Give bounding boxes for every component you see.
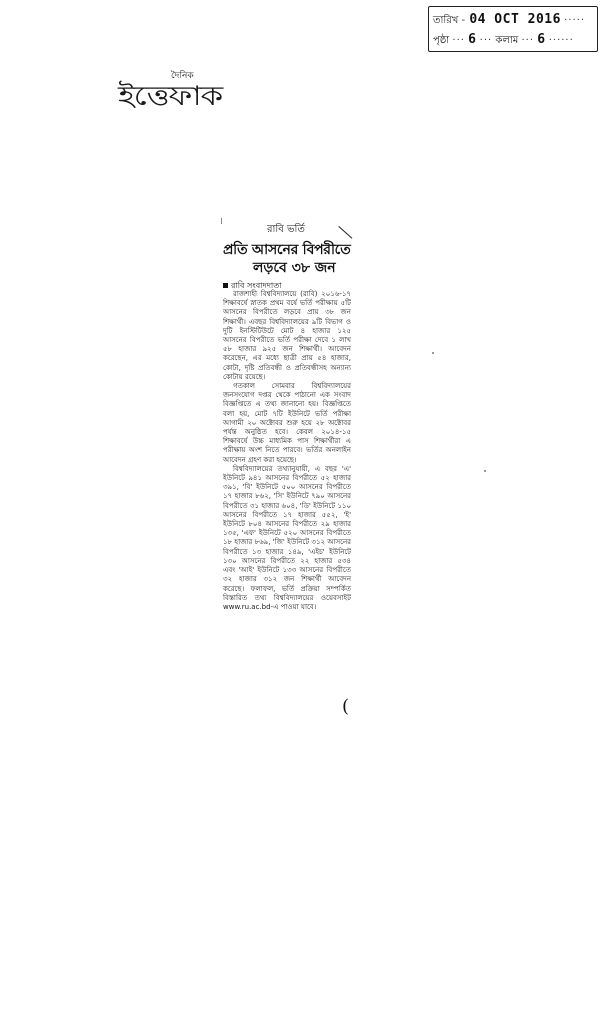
clip-edge-mark: [221, 218, 222, 224]
article-paragraph: গতকাল সোমবার বিশ্ববিদ্যালয়ের জনসংযোগ দপ্তর থেকে পাঠানো এক সংবাদ বিজ্ঞপ্তিতে এ তথ্য জানানো হয়। বিজ্ঞপ্তিতে বলা হয়, মোট ৭টি ইউনিটে ভর্তি পরীক্ষা আগামী ২০ অক্টোবর শুরু হয়ে ২৮ অক্টোবর পর্যন্ত অনুষ্ঠিত হবে। কেবল ২০১৪-১৫ শিক্ষাবর্ষে উচ্চ মাধ্যমিক পাস শিক্ষার্থীরা এ পরীক্ষায় অংশ নিতে পারবে। ভর্তির অনলাইন আবেদন গ্রহণ করা হয়েছে।: [223, 382, 351, 464]
stamp-page-value: 6: [468, 32, 477, 47]
bullet-square-icon: [223, 283, 228, 288]
article-body: [223, 290, 351, 612]
article-paragraph: বিশ্ববিদ্যালয়ের তথ্যানুযায়ী, এ বছর 'এ' ইউনিটে ৯৪১ আসনের বিপরীতে ৫২ হাজার ৩৯১, 'বি' ইউনিটে ৫০০ আসনের বিপরীতে ১৭ হাজার ৮৬২, 'সি' ইউনিটে ৭৯০ আসনের বিপরীতে ৩১ হাজার ৬০৪, 'ডি' ইউনিটে ১১০ আসনের বিপরীতে ১৭ হাজার ৫৫২, 'ই' ইউনিটে ৮০৪ আসনের বিপরীতে ২৯ হাজার ১৩৫, 'এফ' ইউনিটে ৫২০ আসনের বিপরীতে ১৮ হাজার ৮৬৯, 'জি' ইউনিটে ৩১২ আসনের বিপরীতে ১৩ হাজার ১৪৯, 'এইচ' ইউনিটে ১৩০ আসনের বিপরীতে ২২ হাজার ৫৩৪ এবং 'আই' ইউনিটে ১৩৩ আসনের বিপরীতে ৩২ হাজার ৩১২ জন শিক্ষার্থী আবেদন করেছে। ফলাফল, ভর্তি প্রক্রিয়া সম্পর্কিত বিস্তারিত তথ্য বিশ্ববিদ্যালয়ের ওয়েবসাইট www.ru.ac.bd-এ পাওয়া যাবে।: [223, 464, 351, 611]
scan-speck: [484, 470, 486, 472]
stamp-page-row: পৃষ্ঠা ··· 6 ··· কলাম ··· 6 ······: [433, 32, 574, 47]
article-kicker: রাবি ভর্তি: [267, 224, 305, 235]
article-headline-line-1: প্রতি আসনের বিপরীতে: [223, 242, 351, 258]
scan-speck: [432, 352, 434, 354]
archive-stamp: [428, 6, 598, 52]
masthead-prefix: দৈনিক: [171, 71, 194, 81]
stamp-column-value: 6: [537, 32, 546, 47]
stamp-page-label: পৃষ্ঠা: [433, 35, 450, 46]
stamp-date-row: তারিখ - 04 OCT 2016 ·····: [433, 12, 586, 27]
article-headline-line-2: লড়বে ৩৮ জন: [253, 260, 336, 276]
article-paragraph: রাজশাহী বিশ্ববিদ্যালয়ে (রাবি) ২০১৬-১৭ শিক্ষাবর্ষে স্নাতক প্রথম বর্ষে ভর্তি পরীক্ষায় ৫টি আসনের বিপরীতে লড়বে প্রায় ৩৮ জন শিক্ষার্থী। এবছর বিশ্ববিদ্যালয়ের ৯টি বিভাগ ও দুটি ইনস্টিটিউটে মোট ৪ হাজার ১২৫ আসনের বিপরীতে ভর্তি পরীক্ষা দেবে ১ লাখ ৫৮ হাজার ৯২৫ জন শিক্ষার্থী। আবেদন করেছেন, এর মধ্যে ছাত্রী প্রায় ৫৪ হাজার, কোটা, দৃষ্টি প্রতিবন্ধী ও প্রতিবন্ধীসহ অন্যান্য কোটায় রয়েছে।: [223, 290, 351, 381]
stamp-date-label: তারিখ: [433, 15, 459, 26]
newspaper-masthead: ইত্তেফাক: [118, 81, 222, 112]
news-clipping: [221, 218, 353, 718]
stamp-column-label: কলাম: [495, 35, 519, 46]
stamp-date-value: 04 OCT 2016: [469, 12, 561, 27]
article-dateline-text: রাবি সংবাদদাতা: [231, 281, 282, 290]
clip-edge-bracket: (: [342, 696, 350, 717]
